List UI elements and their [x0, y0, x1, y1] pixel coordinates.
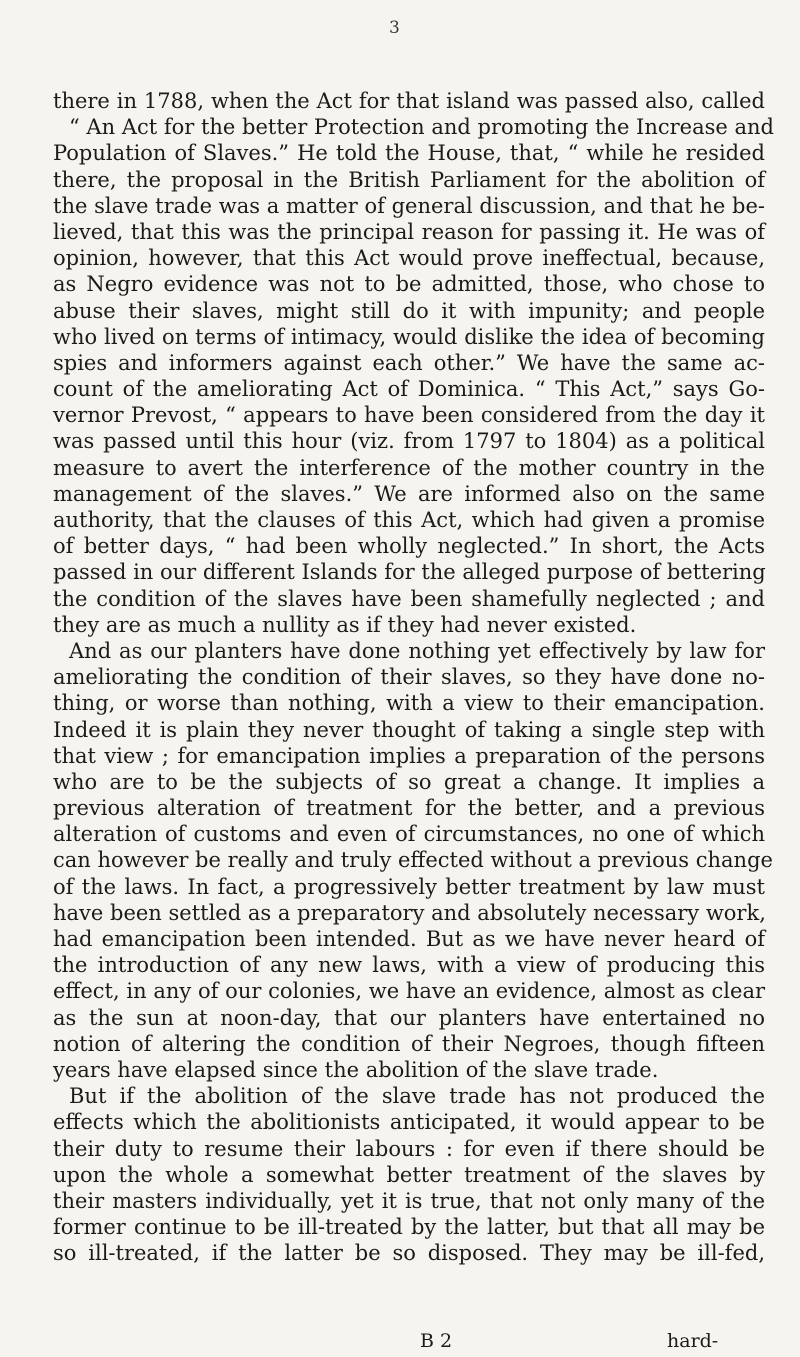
- text-line: alteration of customs and even of circumstances, no one of which: [53, 822, 765, 847]
- text-line: former continue to be ill-treated by the latter, but that all may be: [53, 1215, 765, 1240]
- text-line: Indeed it is plain they never thought of taking a single step with: [53, 717, 765, 742]
- text-line: authority, that the clauses of this Act, which had given a promise: [53, 508, 765, 532]
- text-line: effect, in any of our colonies, we have an evidence, almost as clear: [53, 979, 765, 1004]
- text-line: they are as much a nullity as if they had never existed.: [53, 612, 637, 637]
- text-line: measure to avert the interference of the mother country in the: [53, 455, 765, 480]
- text-line: there, the proposal in the British Parliament for the abolition of: [53, 167, 765, 192]
- text-line: who lived on terms of intimacy, would dislike the idea of becoming: [53, 324, 765, 349]
- text-line: previous alteration of treatment for the better, and a previous: [53, 796, 765, 821]
- text-line: years have elapsed since the abolition of the slave trade.: [53, 1057, 659, 1082]
- text-line: who are to be the subjects of so great a change. It implies a: [53, 769, 765, 794]
- text-line: abuse their slaves, might still do it with impunity; and people: [53, 298, 765, 323]
- text-line: the condition of the slaves have been shamefully neglected ; and: [53, 586, 765, 611]
- text-line: passed in our different Islands for the alleged purpose of bettering: [53, 560, 766, 585]
- text-line: of the laws. In fact, a progressively better treatment by law must: [53, 874, 765, 899]
- page-footer: [0, 1330, 800, 1356]
- text-line: opinion, however, that this Act would prove ineffectual, because,: [53, 246, 765, 271]
- text-line: that view ; for emancipation implies a preparation of the persons: [53, 743, 765, 768]
- page-number: 3: [389, 18, 400, 38]
- text-line: so ill-treated, if the latter be so disposed. They may be ill-fed,: [53, 1241, 765, 1266]
- text-line: upon the whole a somewhat better treatment of the slaves by: [53, 1162, 765, 1187]
- text-line: their masters individually, yet it is true, that not only many of the: [53, 1188, 765, 1213]
- text-line: the introduction of any new laws, with a view of producing this: [53, 953, 765, 978]
- text-line: spies and informers against each other.” We have the same ac-: [53, 350, 765, 375]
- text-line: count of the ameliorating Act of Dominica. “ This Act,” says Go-: [53, 377, 765, 402]
- text-line: as Negro evidence was not to be admitted, those, who chose to: [53, 272, 765, 297]
- text-line: ameliorating the condition of their slaves, so they have done no-: [53, 665, 765, 690]
- text-line: “ An Act for the better Protection and promoting the Increase and: [69, 115, 774, 140]
- text-line: was passed until this hour (viz. from 1797 to 1804) as a political: [53, 429, 765, 454]
- body-text: [53, 88, 774, 1266]
- text-line: management of the slaves.” We are informed also on the same: [53, 481, 765, 506]
- text-line: thing, or worse than nothing, with a view to their emancipation.: [53, 691, 765, 716]
- catchword: hard-: [667, 1330, 719, 1352]
- text-line: of better days, “ had been wholly neglected.” In short, the Acts: [53, 534, 765, 559]
- text-line: Population of Slaves.” He told the House, that, “ while he resided: [53, 141, 765, 166]
- text-line: But if the abolition of the slave trade has not produced the: [69, 1084, 765, 1109]
- text-line: effects which the abolitionists anticipated, it would appear to be: [53, 1110, 765, 1135]
- text-line: as the sun at noon-day, that our planters have entertained no: [53, 1005, 765, 1030]
- text-line: the slave trade was a matter of general discussion, and that he be-: [53, 193, 765, 218]
- text-line: there in 1788, when the Act for that island was passed also, called: [53, 89, 765, 113]
- text-line: had emancipation been intended. But as we have never heard of: [53, 927, 765, 951]
- signature-mark: B 2: [420, 1330, 453, 1352]
- text-line: their duty to resume their labours : for even if there should be: [53, 1136, 765, 1161]
- text-line: can however be really and truly effected without a previous change: [53, 848, 773, 873]
- text-line: lieved, that this was the principal reason for passing it. He was of: [53, 219, 765, 244]
- text-line: And as our planters have done nothing yet effectively by law for: [69, 638, 765, 663]
- text-line: vernor Prevost, “ appears to have been considered from the day it: [53, 403, 765, 428]
- text-line: have been settled as a preparatory and absolutely necessary work,: [53, 900, 766, 925]
- text-line: notion of altering the condition of their Negroes, though fifteen: [53, 1031, 765, 1056]
